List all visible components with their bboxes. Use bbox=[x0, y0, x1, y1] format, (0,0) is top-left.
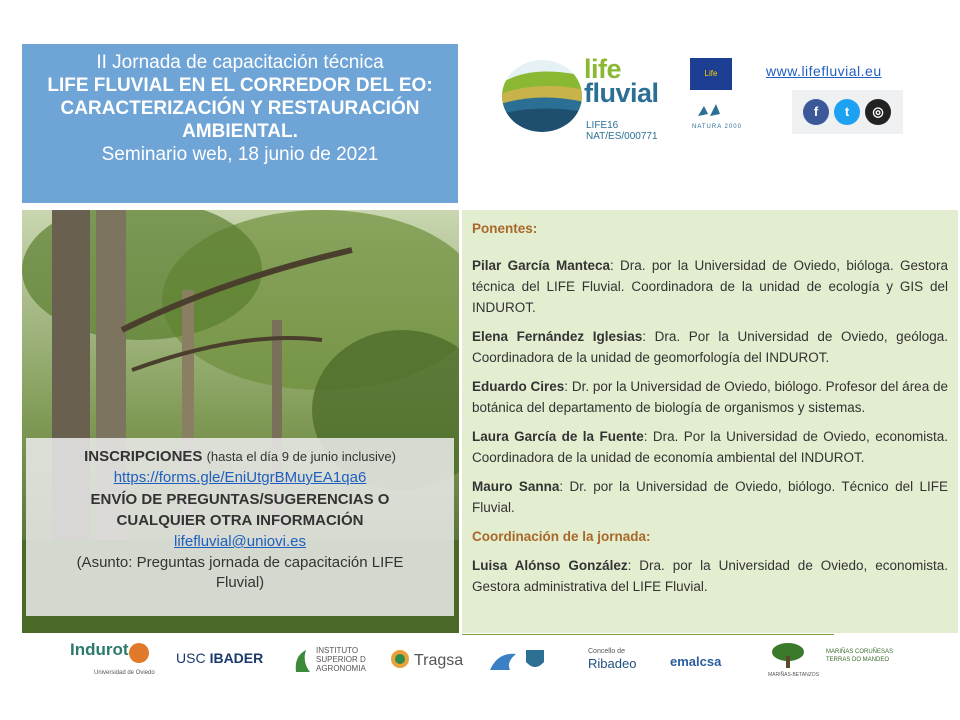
isa-line-2: SUPERIOR D bbox=[316, 655, 366, 664]
speaker-name: Elena Fernández Iglesias bbox=[472, 329, 643, 344]
speaker-name: Laura García de la Fuente bbox=[472, 429, 644, 444]
marinas-label: MARIÑAS-BETANZOS bbox=[768, 672, 820, 678]
coordinator-entry bbox=[472, 555, 948, 597]
logo-fluvial-text: fluvial bbox=[584, 78, 659, 108]
coordination-heading: Coordinación de la jornada: bbox=[472, 529, 651, 544]
eu-life-label: Life bbox=[704, 69, 718, 78]
tree-emblem-icon bbox=[770, 642, 806, 670]
social-media-bar bbox=[792, 90, 903, 134]
speaker-entry bbox=[472, 326, 948, 368]
speaker-description: : Dra. por la Universidad de Oviedo, bióloga. Gestora técnica del LIFE Fluvial. Coordinadora de la unidad de ecología y GIS del INDUROT. bbox=[472, 258, 948, 315]
isa-line-3: AGRONOMIA bbox=[316, 664, 366, 673]
speakers-heading: Ponentes: bbox=[472, 221, 538, 236]
usc-logo bbox=[176, 650, 263, 666]
speaker-name: Mauro Sanna bbox=[472, 479, 560, 494]
footer-divider bbox=[462, 634, 834, 635]
event-title-line-2: CARACTERIZACIÓN Y RESTAURACIÓN bbox=[60, 98, 420, 119]
indurot-emblem-icon bbox=[128, 642, 150, 664]
twitter-icon[interactable]: t bbox=[834, 99, 860, 125]
event-title-line-3: AMBIENTAL. bbox=[182, 121, 298, 142]
tragsa-label: Tragsa bbox=[414, 652, 464, 669]
tragsa-emblem-icon bbox=[390, 649, 410, 669]
shield-logo-icon bbox=[524, 648, 546, 672]
event-title-line-1: LIFE FLUVIAL EN EL CORREDOR DEL EO: bbox=[47, 75, 433, 96]
coordinator-description: : Dra. por la Universidad de Oviedo, economista. Gestora administrativa del LIFE Fluvial. bbox=[472, 558, 948, 594]
speaker-entry bbox=[472, 255, 948, 318]
speaker-description: : Dr. por la Universidad de Oviedo, biólogo. Profesor del área de botánica del departamento de biología de organismos y sistemas. bbox=[472, 379, 948, 415]
speaker-name: Pilar García Manteca bbox=[472, 258, 610, 273]
ibader-label: IBADER bbox=[209, 650, 264, 666]
isa-line-1: INSTITUTO bbox=[316, 646, 359, 655]
speakers-panel bbox=[462, 210, 958, 633]
coordinator-name: Luisa Alónso González bbox=[472, 558, 628, 573]
speaker-name: Eduardo Cires bbox=[472, 379, 565, 394]
ribadeo-line-2: Ribadeo bbox=[588, 656, 637, 671]
terras-line-1: MARIÑAS CORUÑESAS bbox=[826, 649, 894, 655]
river-landscape-icon bbox=[500, 54, 584, 136]
usc-label: USC bbox=[176, 650, 206, 666]
speaker-description: : Dr. por la Universidad de Oviedo, biólogo. Técnico del LIFE Fluvial. bbox=[472, 479, 948, 515]
questions-line-1: ENVÍO DE PREGUNTAS/SUGERENCIAS O bbox=[90, 491, 390, 508]
indurot-label: Indurot bbox=[70, 640, 129, 659]
regional-logo-icon bbox=[488, 648, 518, 674]
questions-line-2: CUALQUIER OTRA INFORMACIÓN bbox=[116, 512, 364, 529]
registration-heading bbox=[26, 446, 454, 467]
speaker-entry bbox=[472, 426, 948, 468]
logo-life-text: life bbox=[584, 54, 622, 84]
speaker-entry bbox=[472, 376, 948, 418]
speaker-description: : Dra. Por la Universidad de Oviedo, economista. Coordinadora de la unidad de economía ambiental del INDUROT. bbox=[472, 429, 948, 465]
email-subject-line-2: Fluvial) bbox=[215, 574, 265, 591]
speaker-entry bbox=[472, 476, 948, 518]
terras-line-2: TERRAS DO MANDEO bbox=[826, 657, 890, 663]
isa-emblem-icon bbox=[292, 646, 314, 676]
emalcsa-label: emalcsa bbox=[670, 654, 722, 669]
website-link[interactable]: www.lifefluvial.eu bbox=[766, 63, 882, 79]
event-date: Seminario web, 18 junio de 2021 bbox=[101, 144, 379, 165]
ribadeo-line-1: Concello de bbox=[588, 648, 625, 655]
registration-deadline: (hasta el día 9 de junio inclusive) bbox=[206, 449, 396, 464]
eu-life-logo bbox=[690, 58, 732, 90]
natura-2000-label: NATURA 2000 bbox=[692, 124, 742, 130]
registration-title: INSCRIPCIONES bbox=[84, 448, 203, 465]
contact-email-link[interactable]: lifefluvial@uniovi.es bbox=[174, 533, 306, 550]
terras-logo bbox=[826, 648, 893, 664]
life-fluvial-logo bbox=[500, 54, 690, 142]
speaker-description: : Dra. Por la Universidad de Oviedo, geóloga. Coordinadora de la unidad de geomorfología del INDUROT. bbox=[472, 329, 948, 365]
uniovi-label: Universidad de Oviedo bbox=[94, 670, 155, 676]
event-title-box bbox=[22, 44, 458, 203]
facebook-icon[interactable]: f bbox=[803, 99, 829, 125]
event-subtitle: II Jornada de capacitación técnica bbox=[96, 52, 384, 73]
registration-box bbox=[26, 438, 454, 616]
project-code: LIFE16 NAT/ES/000771 bbox=[586, 120, 658, 142]
instagram-icon[interactable]: ◎ bbox=[865, 99, 891, 125]
email-subject-line-1: (Asunto: Preguntas jornada de capacitación LIFE bbox=[76, 554, 404, 571]
registration-form-link[interactable]: https://forms.gle/EniUtgrBMuyEA1qa6 bbox=[113, 469, 367, 486]
